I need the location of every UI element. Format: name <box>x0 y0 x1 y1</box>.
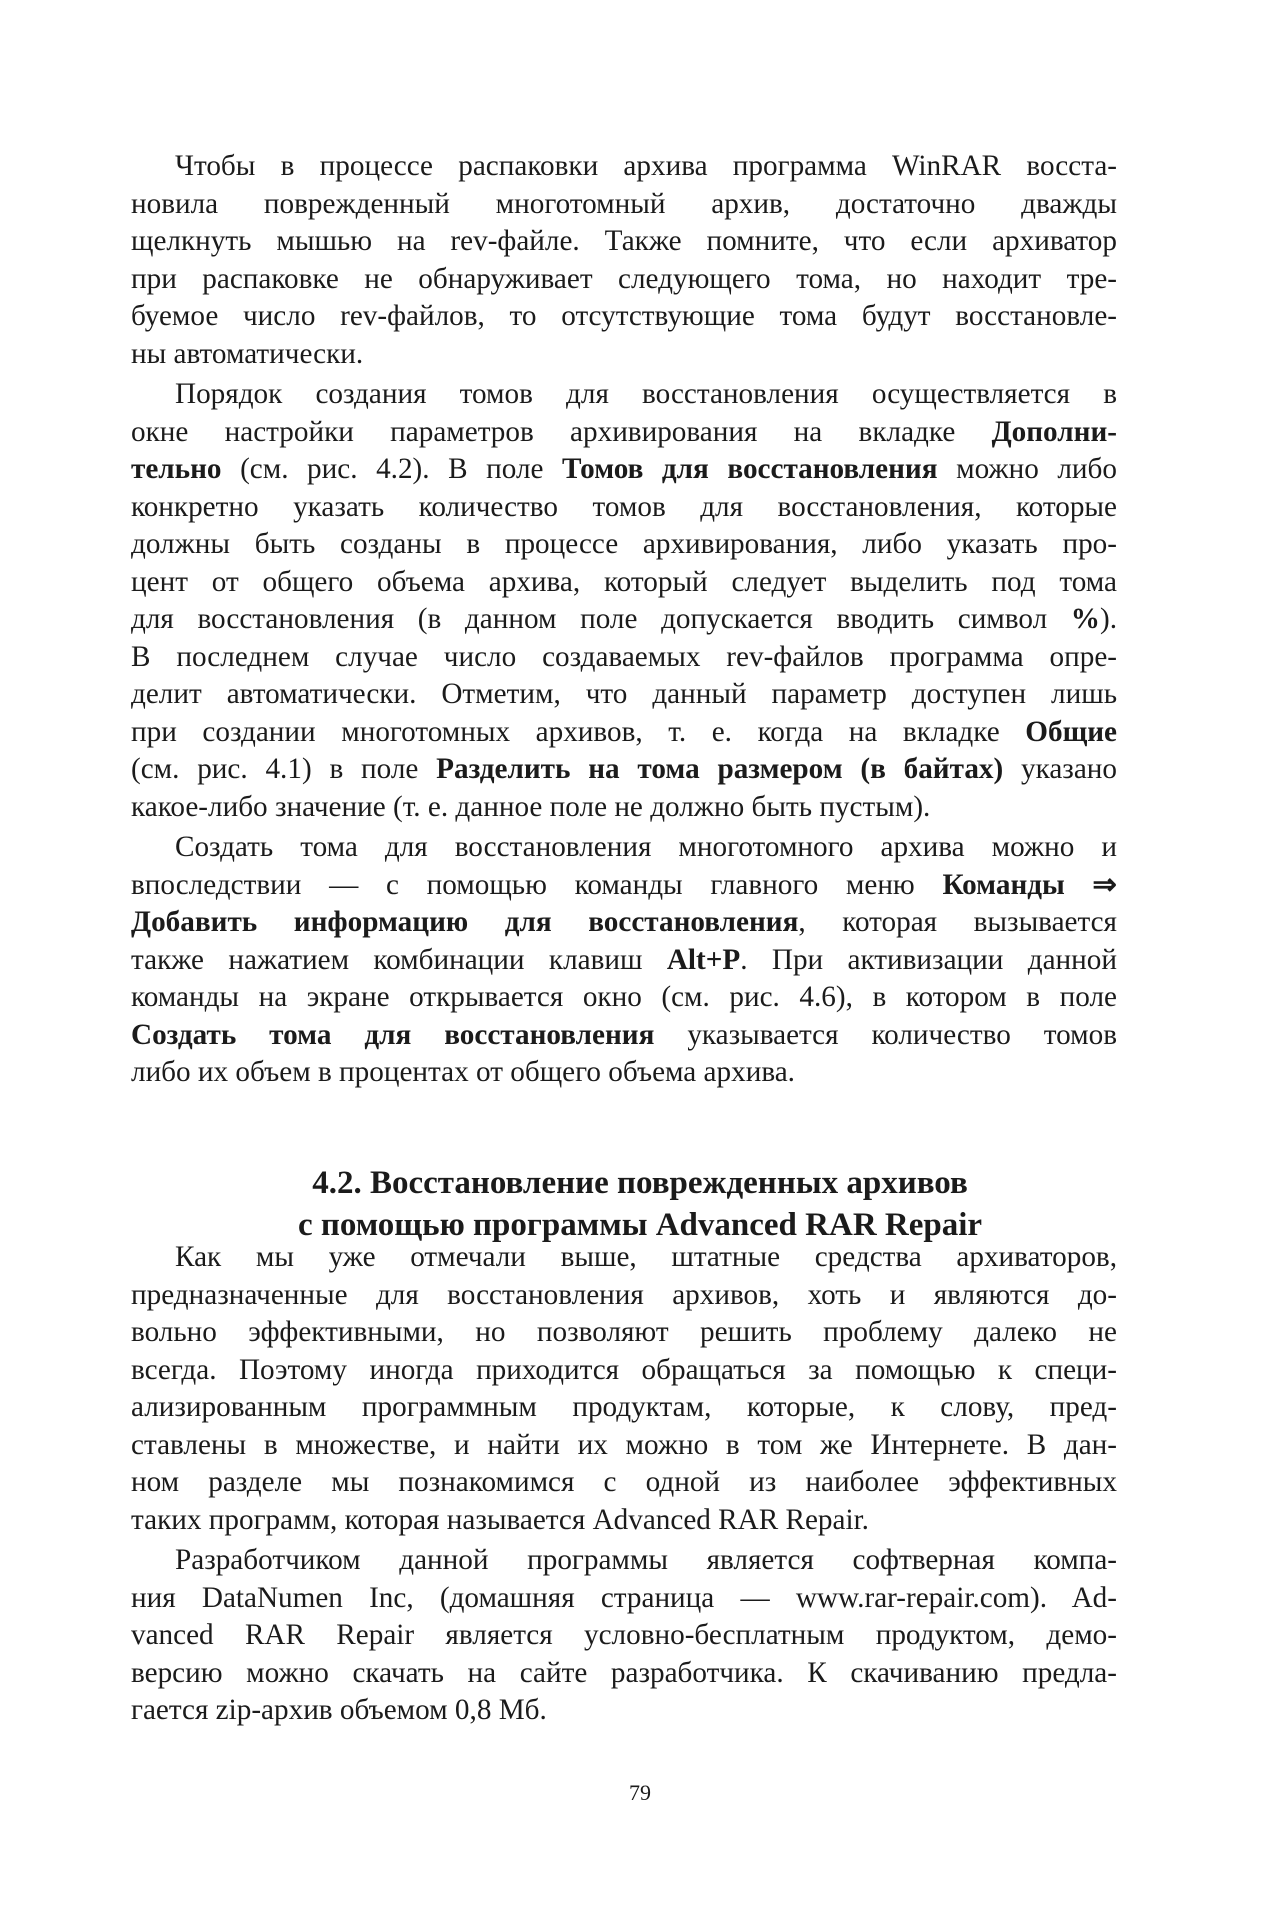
paragraph-create-volumes-later <box>131 829 1117 1092</box>
text-line: также нажатием комбинации клавиш Alt+P. При активизации данной <box>131 943 1118 976</box>
text-line: Добавить информацию для восстановления, которая вызывается <box>131 906 1117 938</box>
text-line: либо их объем в процентах от общего объема архива. <box>131 1056 795 1088</box>
text-line: Разработчиком данной программы является софтверная компа- <box>175 1544 1117 1576</box>
text-line: vanced RAR Repair является условно-бесплатным продуктом, демо- <box>131 1619 1117 1651</box>
text-line: конкретно указать количество томов для восстановления, которые <box>131 490 1117 523</box>
section-heading-line-1: 4.2. Восстановление поврежденных архивов <box>312 1165 968 1202</box>
bold-term: Дополни- <box>991 415 1117 448</box>
bold-term: Томов для восстановления <box>562 453 938 485</box>
text-line: ставлены в множестве, и найти их можно в том же Интернете. В дан- <box>131 1428 1117 1461</box>
text-line: команды на экране открывается окно (см. рис. 4.6), в котором в поле <box>131 981 1117 1013</box>
text-line: таких программ, которая называется Advanced RAR Repair. <box>131 1503 869 1536</box>
text-line: для восстановления (в данном поле допускается вводить символ %). <box>131 603 1117 635</box>
section-heading <box>0 1162 1280 1246</box>
paragraph-recovery-volumes-order <box>131 376 1117 826</box>
text-block-bottom <box>131 1239 1117 1730</box>
text-line: ны автоматически. <box>131 337 364 370</box>
text-line: впоследствии — с помощью команды главного меню Команды ⇒ <box>131 868 1117 901</box>
section-heading-line-2: с помощью программы Advanced RAR Repair <box>297 1207 983 1244</box>
text-line: окне настройки параметров архивирования на вкладке Дополни- <box>131 415 1117 448</box>
text-line: цент от общего объема архива, который следует выделить под тома <box>131 565 1117 598</box>
bold-term: % <box>1070 603 1100 635</box>
text-line: Порядок создания томов для восстановления осуществляется в <box>175 378 1117 410</box>
bold-term: Создать тома для восстановления <box>131 1018 655 1051</box>
text-line: всегда. Поэтому иногда приходится обращаться за помощью к специ- <box>131 1353 1117 1386</box>
text-line: Как мы уже отмечали выше, штатные средства архиваторов, <box>175 1241 1117 1273</box>
text-line: должны быть созданы в процессе архивирования, либо указать про- <box>131 528 1117 560</box>
paragraph-winrar-restore <box>131 148 1117 373</box>
text-line: при создании многотомных архивов, т. е. когда на вкладке Общие <box>131 715 1117 748</box>
bold-term: Добавить информацию для восстановления <box>131 906 799 938</box>
text-line: какое-либо значение (т. е. данное поле не должно быть пустым). <box>131 790 931 823</box>
paragraph-standard-tools <box>131 1239 1117 1539</box>
text-line: Чтобы в процессе распаковки архива программа WinRAR восста- <box>175 150 1117 182</box>
text-line: буемое число rev-файлов, то отсутствующие тома будут восстановле- <box>131 300 1117 332</box>
text-line: тельно (см. рис. 4.2). В поле Томов для восстановления можно либо <box>131 453 1117 485</box>
text-line: предназначенные для восстановления архивов, хоть и являются до- <box>131 1278 1117 1311</box>
text-line: (см. рис. 4.1) в поле Разделить на тома размером (в байтах) указано <box>131 753 1117 785</box>
bold-term: тельно <box>131 453 222 485</box>
text-line: при распаковке не обнаруживает следующего тома, но находит тре- <box>131 262 1117 295</box>
text-line: ализированным программным продуктам, которые, к слову, пред- <box>131 1391 1117 1423</box>
text-line: вольно эффективными, но позволяют решить проблему далеко не <box>131 1316 1117 1348</box>
text-line: новила поврежденный многотомный архив, достаточно дважды <box>131 187 1117 220</box>
text-line: щелкнуть мышью на rev-файле. Также помните, что если архиватор <box>131 225 1117 257</box>
text-line: версию можно скачать на сайте разработчика. К скачиванию предла- <box>131 1656 1117 1689</box>
page-number: 79 <box>629 1780 651 1805</box>
text-line: В последнем случае число создаваемых rev-файлов программа опре- <box>131 640 1117 673</box>
text-line: гается zip-архив объемом 0,8 Мб. <box>131 1694 547 1726</box>
text-line: Создать тома для восстановления многотомного архива можно и <box>175 831 1117 863</box>
bold-term: Команды ⇒ <box>942 868 1117 901</box>
paragraph-developer-info <box>131 1542 1117 1730</box>
text-line: ном разделе мы познакомимся с одной из наиболее эффективных <box>131 1466 1117 1498</box>
text-line: Создать тома для восстановления указывается количество томов <box>131 1018 1117 1051</box>
text-line: делит автоматически. Отметим, что данный параметр доступен лишь <box>131 678 1117 710</box>
bold-term: Общие <box>1025 715 1117 748</box>
text-line: ния DataNumen Inc, (домашняя страница — www.rar-repair.com). Ad- <box>131 1581 1117 1614</box>
bold-term: Alt+P <box>666 943 741 976</box>
bold-term: Разделить на тома размером (в байтах) <box>436 753 1004 785</box>
text-block-top <box>131 148 1117 1092</box>
